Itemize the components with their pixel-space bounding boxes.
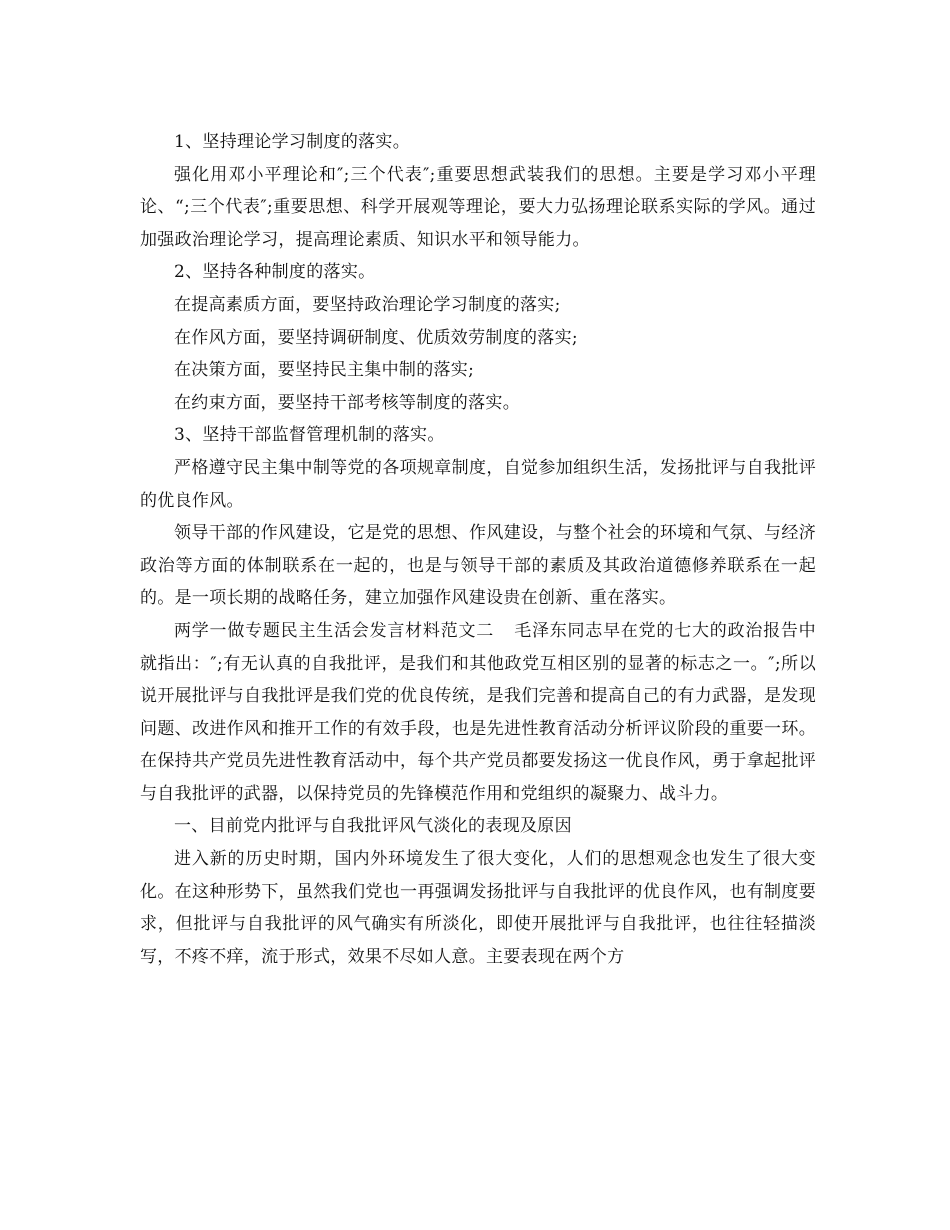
paragraph-4: 在提高素质方面，要坚持政治理论学习制度的落实; — [174, 294, 561, 315]
paragraph-3: 2、坚持各种制度的落实。 — [174, 262, 376, 283]
paragraph-1: 1、坚持理论学习制度的落实。 — [174, 132, 411, 152]
paragraph-8: 3、坚持干部监督管理机制的落实。 — [174, 425, 445, 446]
paragraph-5: 在作风方面，要坚持调研制度、优质效劳制度的落实; — [174, 327, 578, 348]
paragraph-2: 强化用邓小平理论和″;三个代表″;重要思想武装我们的思想。主要是学习邓小平理论、“;三个代表″;重要思想、科学开展观等理论，要大力弘扬理论联系实际的学风。通过加强政治理论学习，提高理论素质、知识水平和领导能力。 — [140, 164, 816, 250]
document-body — [140, 126, 816, 973]
paragraph-6: 在决策方面，要坚持民主集中制的落实; — [174, 360, 475, 381]
paragraph-9: 严格遵守民主集中制等党的各项规章制度，自觉参加组织生活，发扬批评与自我批评的优良作风。 — [140, 457, 816, 511]
paragraph-11: 两学一做专题民主生活会发言材料范文二 毛泽东同志早在党的七大的政治报告中就指出：″;有无认真的自我批评，是我们和其他政党互相区别的显著的标志之一。″;所以说开展批评与自我批评是我们党的优良传统，是我们完善和提高自己的有力武器，是发现问题、改进作风和推开工作的有效手段，也是先进性教育活动分析评议阶段的重要一环。在保持共产党员先进性教育活动中，每个共产党员都要发扬这一优良作风，勇于拿起批评与自我批评的武器，以保持党员的先锋模范作用和党组织的凝聚力、战斗力。 — [140, 620, 816, 804]
paragraph-7: 在约束方面，要坚持干部考核等制度的落实。 — [174, 392, 520, 413]
paragraph-12: 一、目前党内批评与自我批评风气淡化的表现及原因 — [174, 816, 572, 837]
paragraph-13: 进入新的历史时期，国内外环境发生了很大变化，人们的思想观念也发生了很大变化。在这种形势下，虽然我们党也一再强调发扬批评与自我批评的优良作风，也有制度要求，但批评与自我批评的风气确实有所淡化，即使开展批评与自我批评，也往往轻描淡写，不疼不痒，流于形式，效果不尽如人意。主要表现在两个方 — [140, 849, 816, 967]
paragraph-10: 领导干部的作风建设，它是党的思想、作风建设，与整个社会的环境和气氛、与经济政治等方面的体制联系在一起的，也是与领导干部的素质及其政治道德修养联系在一起的。是一项长期的战略任务，建立加强作风建设贵在创新、重在落实。 — [140, 523, 816, 609]
